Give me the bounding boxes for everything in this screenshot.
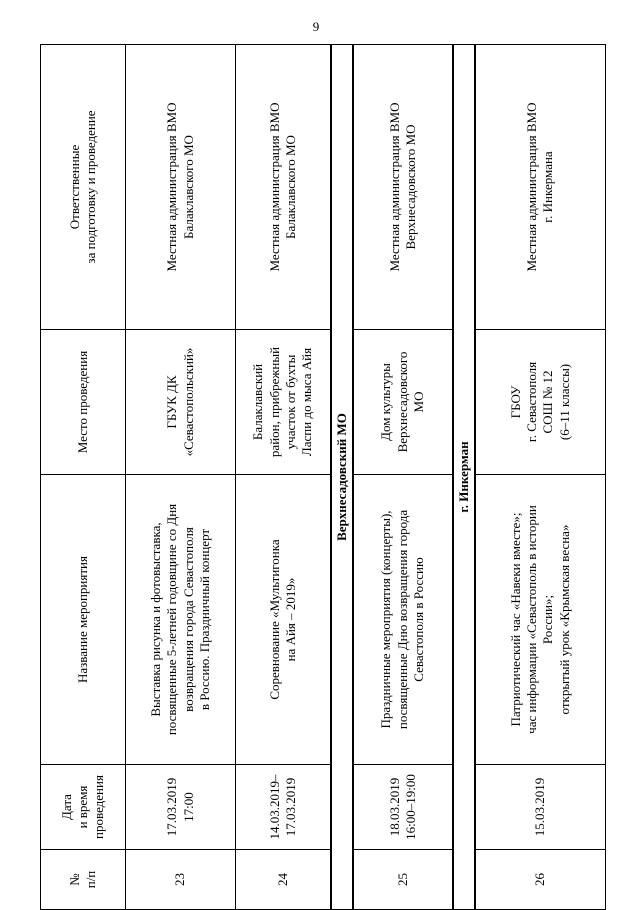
table-row [475, 45, 605, 910]
cell-date: 15.03.2019 [475, 765, 605, 850]
cell-num: 25 [353, 850, 453, 910]
header-name: Название мероприятия [41, 475, 126, 765]
cell-num: 26 [475, 850, 605, 910]
cell-name: Праздничные мероприятия (концерты), посвященные Дню возвращения города Севастополя в Россию [353, 475, 453, 765]
cell-place: Дом культуры Верхнесадовского МО [353, 330, 453, 475]
rotated-table-container [40, 45, 600, 910]
table-row [353, 45, 453, 910]
cell-name: Патриотический час «Навеки вместе»; час информации «Севастополь в истории России»; открытый урок «Крымская весна» [475, 475, 605, 765]
cell-place: Балаклавский район, прибрежный участок от бухты Ласпи до мыса Айя [236, 330, 331, 475]
section-title: Верхнесадовский МО [331, 45, 353, 910]
cell-responsible: Местная администрация ВМО Верхнесадовского МО [353, 45, 453, 330]
events-table [40, 44, 606, 910]
cell-name: Выставка рисунка и фотовыставка, посвященные 5-летней годовщине со Дня возвращения города Севастополя в Россию. Праздничный концерт [126, 475, 236, 765]
cell-responsible: Местная администрация ВМО г. Инкермана [475, 45, 605, 330]
cell-responsible: Местная администрация ВМО Балаклавского МО [126, 45, 236, 330]
cell-num: 24 [236, 850, 331, 910]
section-row [453, 45, 475, 910]
cell-date: 18.03.2019 16:00–19:00 [353, 765, 453, 850]
header-num: № п/п [41, 850, 126, 910]
cell-num: 23 [126, 850, 236, 910]
header-row [41, 45, 126, 910]
cell-name: Соревнование «Мультигонка на Айя – 2019» [236, 475, 331, 765]
cell-date: 17.03.2019 17:00 [126, 765, 236, 850]
header-responsible: Ответственные за подготовку и проведение [41, 45, 126, 330]
header-date: Дата и время проведения [41, 765, 126, 850]
cell-place: ГБОУ г. Севастополя СОШ № 12 (6–11 классы) [475, 330, 605, 475]
cell-date: 14.03.2019– 17.03.2019 [236, 765, 331, 850]
header-place: Место проведения [41, 330, 126, 475]
table-row [126, 45, 236, 910]
section-row [331, 45, 353, 910]
table-row [236, 45, 331, 910]
cell-responsible: Местная администрация ВМО Балаклавского МО [236, 45, 331, 330]
page-number: 9 [312, 19, 320, 34]
cell-place: ГБУК ДК «Севастопольский» [126, 330, 236, 475]
section-title: г. Инкерман [453, 45, 475, 910]
